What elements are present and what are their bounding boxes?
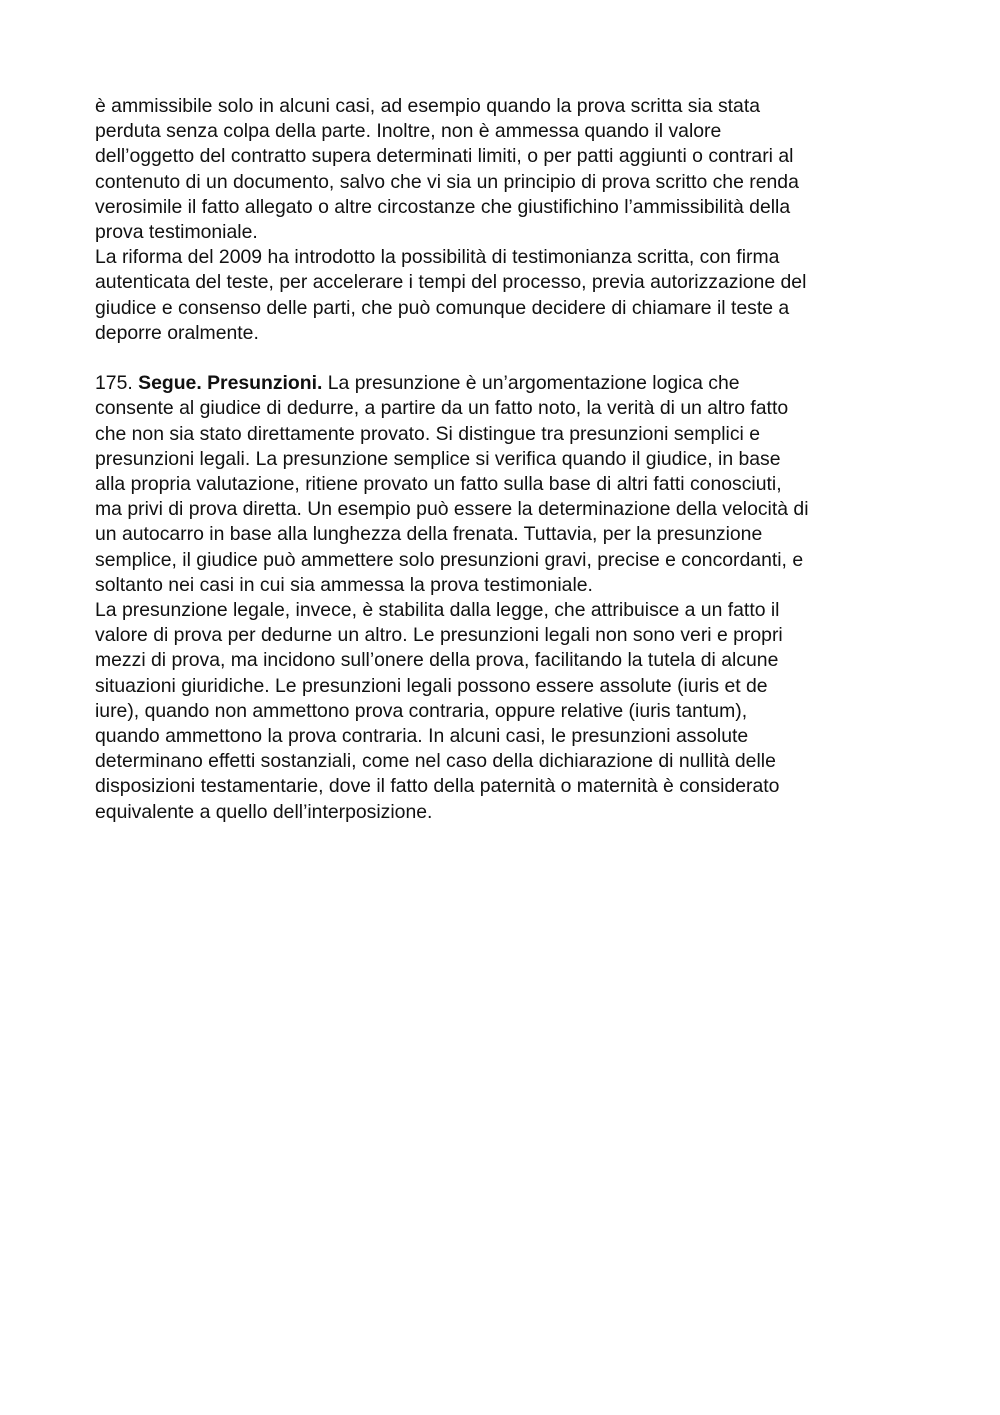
text-line: alla propria valutazione, ritiene provato un fatto sulla base di altri fatti conosciuti, [95, 473, 782, 496]
text-line: perduta senza colpa della parte. Inoltre, non è ammessa quando il valore [95, 120, 722, 143]
paragraph-spacer [95, 346, 915, 371]
text-line: La riforma del 2009 ha introdotto la possibilità di testimonianza scritta, con firma [95, 246, 780, 269]
text-line: equivalente a quello dell’interposizione. [95, 800, 433, 823]
text-line: semplice, il giudice può ammettere solo presunzioni gravi, precise e concordanti, e [95, 548, 804, 571]
text-line: giudice e consenso delle parti, che può comunque decidere di chiamare il teste a [95, 296, 790, 319]
text-line: autenticata del teste, per accelerare i tempi del processo, previa autorizzazione del [95, 271, 807, 294]
text-line: soltanto nei casi in cui sia ammessa la prova testimoniale. [95, 573, 593, 596]
text-line: ma privi di prova diretta. Un esempio può essere la determinazione della velocità di [95, 498, 809, 521]
text-line: consente al giudice di dedurre, a partire da un fatto noto, la verità di un altro fatto [95, 397, 789, 420]
text-line: è ammissibile solo in alcuni casi, ad esempio quando la prova scritta sia stata [95, 95, 761, 117]
section-first-line [95, 371, 915, 396]
text-line: quando ammettono la prova contraria. In alcuni casi, le presunzioni assolute [95, 725, 749, 748]
paragraph-riforma-2009 [95, 245, 915, 346]
document-body [95, 94, 915, 825]
paragraph-presunzione-legale [95, 598, 915, 825]
text-line: disposizioni testamentarie, dove il fatto della paternità o maternità è considerato [95, 775, 780, 798]
text-line: determinano effetti sostanziali, come nel caso della dichiarazione di nullità delle [95, 750, 776, 773]
section-first-line-text: La presunzione è un’argomentazione logica che [322, 372, 740, 395]
text-line: verosimile il fatto allegato o altre circostanze che giustifichino l’ammissibilità della [95, 195, 791, 218]
text-line: situazioni giuridiche. Le presunzioni legali possono essere assolute (iuris et de [95, 674, 768, 697]
text-line: presunzioni legali. La presunzione semplice si verifica quando il giudice, in base [95, 447, 781, 470]
text-line: La presunzione legale, invece, è stabilita dalla legge, che attribuisce a un fatto il [95, 599, 780, 622]
text-line: deporre oralmente. [95, 321, 259, 344]
section-number: 175. [95, 372, 139, 395]
text-line: iure), quando non ammettono prova contraria, oppure relative (iuris tantum), [95, 699, 748, 722]
paragraph-prova-testimoniale [95, 94, 915, 245]
text-line: che non sia stato direttamente provato. Si distingue tra presunzioni semplici e [95, 422, 761, 445]
text-line: dell’oggetto del contratto supera determinati limiti, o per patti aggiunti o contrari al [95, 145, 794, 168]
section-heading: Segue. Presunzioni. [138, 372, 323, 395]
text-line: valore di prova per dedurne un altro. Le presunzioni legali non sono veri e propri [95, 624, 783, 647]
text-line: mezzi di prova, ma incidono sull’onere della prova, facilitando la tutela di alcune [95, 649, 779, 672]
text-line: contenuto di un documento, salvo che vi sia un principio di prova scritto che renda [95, 170, 799, 193]
text-line: un autocarro in base alla lunghezza della frenata. Tuttavia, per la presunzione [95, 523, 763, 546]
text-line: prova testimoniale. [95, 221, 258, 244]
section-175-presunzioni [95, 371, 915, 598]
